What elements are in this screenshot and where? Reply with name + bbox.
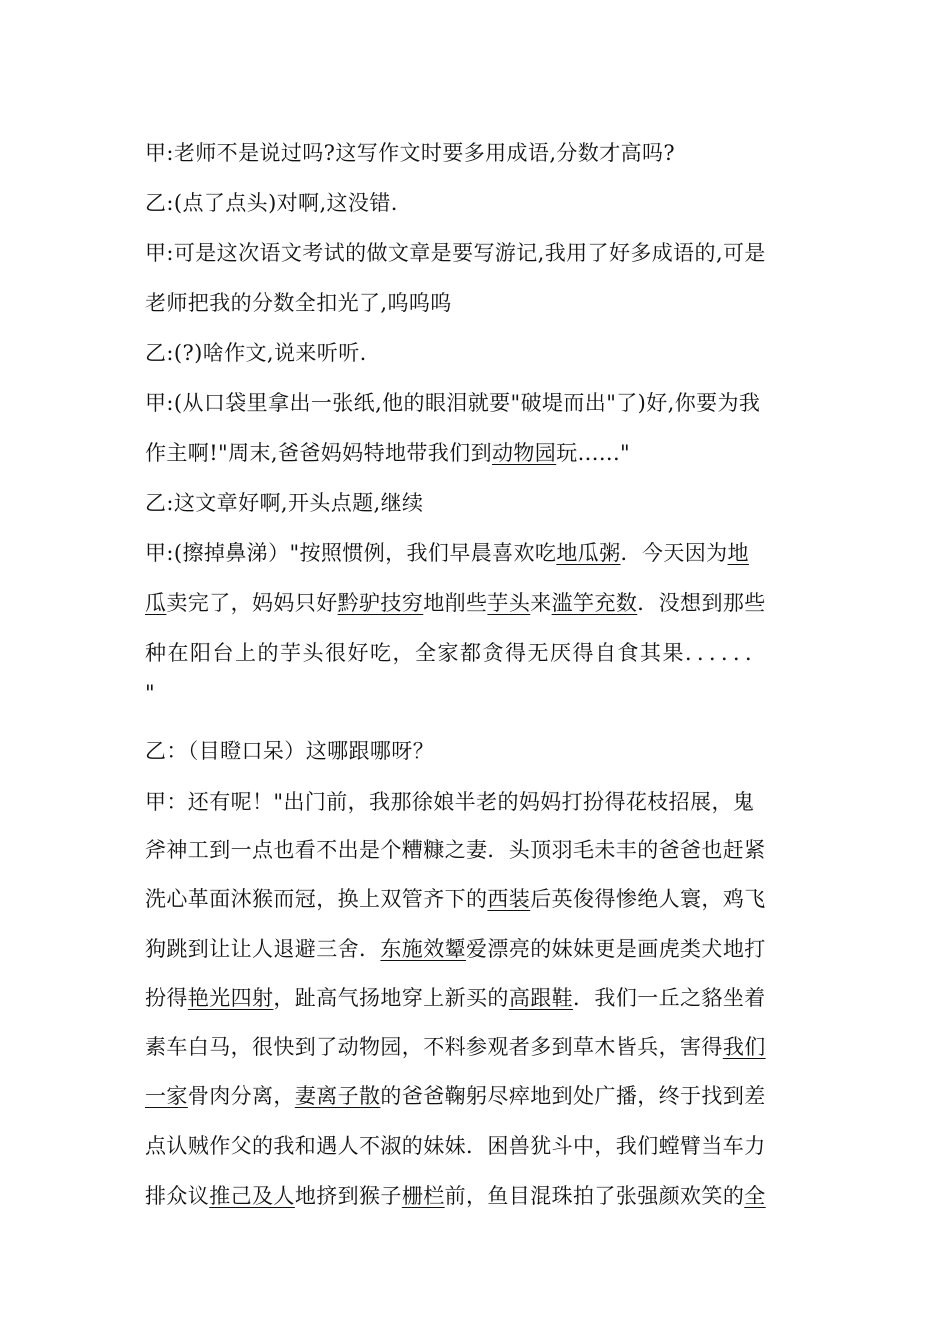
text-line [145, 789, 754, 815]
underlined-term: 动物园 [491, 441, 557, 465]
text-run: 扮得 [145, 986, 188, 1010]
text-line [145, 490, 423, 516]
text-run: 排众议 [145, 1184, 210, 1208]
text-run: ．我们一丘之貉坐着 [573, 986, 766, 1010]
underlined-term: 全 [744, 1184, 766, 1208]
text-run: 洗心革面沐猴而冠，换上双管齐下的 [145, 887, 488, 911]
text-run: 卖完了，妈妈只好 [166, 591, 338, 615]
text-line [145, 440, 630, 466]
text-run: 素车白马，很快到了动物园，不料参观者多到草木皆兵，害得 [145, 1035, 723, 1059]
underlined-term: 滥竽充数 [551, 591, 638, 615]
text-run: 乙:(?)啥作文,说来听听. [145, 341, 367, 365]
text-line [145, 1083, 766, 1109]
underlined-term: 妻离子散 [294, 1084, 381, 1108]
text-run: 玩......" [556, 441, 631, 465]
text-line [145, 290, 452, 316]
text-line [145, 590, 766, 616]
text-line [145, 886, 766, 912]
text-line [145, 1133, 766, 1159]
text-run: 地挤到猴子 [294, 1184, 402, 1208]
text-run: 的爸爸鞠躬尽瘁地到处广播，终于找到差 [380, 1084, 766, 1108]
underlined-term: 地 [727, 541, 749, 565]
text-run: 狗跳到让让人退避三舍． [145, 937, 381, 961]
text-run: 乙:(点了点头)对啊,这没错. [145, 191, 398, 215]
text-line [145, 140, 675, 166]
text-run: 地削些 [423, 591, 488, 615]
text-run: 点认贼作父的我和遇人不淑的妹妹．困兽犹斗中，我们螳臂当车力 [145, 1134, 766, 1158]
text-run: 后英俊得惨绝人寰，鸡飞 [530, 887, 766, 911]
underlined-term: 推己及人 [209, 1184, 295, 1208]
text-line [145, 837, 766, 863]
text-line [145, 738, 434, 764]
underlined-term: 东施效颦 [380, 937, 467, 961]
text-line [145, 340, 367, 366]
underlined-term: 我们 [722, 1035, 766, 1059]
text-line [145, 640, 768, 666]
text-line [145, 1034, 766, 1060]
text-run: 作主啊!"周末,爸爸妈妈特地带我们到 [145, 441, 492, 465]
text-run: 骨肉分离， [187, 1084, 295, 1108]
text-run: 甲:可是这次语文考试的做文章是要写游记,我用了好多成语的,可是 [145, 241, 766, 265]
text-line [145, 936, 766, 962]
text-line [145, 680, 155, 706]
text-line [145, 540, 749, 566]
underlined-term: 芋头 [487, 591, 531, 615]
underlined-term: 高跟鞋 [508, 986, 574, 1010]
text-run: 来 [530, 591, 552, 615]
underlined-term: 地瓜粥 [556, 541, 621, 565]
text-run: 乙:这文章好啊,开头点题,继续 [145, 491, 424, 515]
text-run: 前，鱼目混珠拍了张强颜欢笑的 [444, 1184, 745, 1208]
underlined-term: 瓜 [145, 591, 167, 615]
underlined-term: 黔驴技穷 [337, 591, 424, 615]
underlined-term: 西装 [487, 887, 531, 911]
text-run: 种在阳台上的芋头很好吃，全家都贪得无厌得自食其果．．．．．． [145, 641, 768, 665]
text-line [145, 190, 398, 216]
underlined-term: 栅栏 [401, 1184, 445, 1208]
text-run: " [145, 681, 156, 705]
text-run: ．今天因为 [620, 541, 728, 565]
underlined-term: 一家 [145, 1084, 188, 1108]
text-line [145, 985, 766, 1011]
text-run: 老师把我的分数全扣光了,呜呜呜 [145, 291, 452, 315]
text-line [145, 240, 766, 266]
text-run: 甲:(从口袋里拿出一张纸,他的眼泪就要"破堤而出"了)好,你要为我 [145, 391, 761, 415]
text-run: 甲:(擦掉鼻涕）"按照惯例，我们早晨喜欢吃 [145, 541, 557, 565]
text-run: 甲：还有呢！"出门前，我那徐娘半老的妈妈打扮得花枝招展，鬼 [145, 790, 755, 814]
text-run: 甲:老师不是说过吗?这写作文时要多用成语,分数才高吗? [145, 141, 676, 165]
underlined-term: 艳光四射 [187, 986, 274, 1010]
text-run: ，趾高气扬地穿上新买的 [273, 986, 509, 1010]
text-run: ．没想到那些 [637, 591, 766, 615]
text-run: 爱漂亮的妹妹更是画虎类犬地打 [466, 937, 766, 961]
text-run: 斧神工到一点也看不出是个糟糠之妻．头顶羽毛未丰的爸爸也赶紧 [145, 838, 766, 862]
text-run: 乙：（目瞪口呆）这哪跟哪呀？ [145, 739, 435, 763]
text-line [145, 1183, 766, 1209]
text-line [145, 390, 760, 416]
